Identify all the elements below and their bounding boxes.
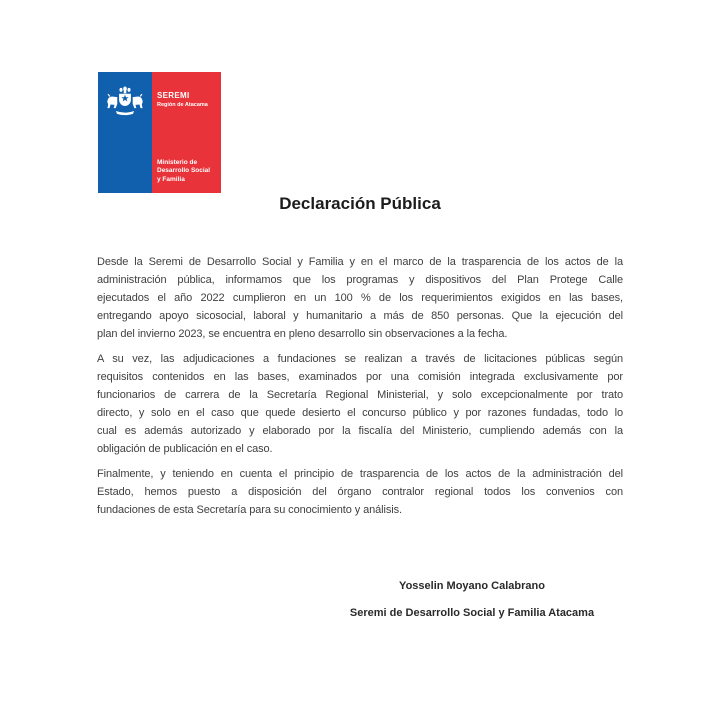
document-title: Declaración Pública [279,194,441,213]
ministry-logo [98,72,221,193]
logo-ministry-line: y Familia [157,175,185,183]
paragraph [97,350,623,458]
text-line: fundaciones de esta Secretaría para su conocimiento y análisis. [97,504,402,516]
text-line: plan del invierno 2023, se encuentra en pleno desarrollo sin observaciones a la fecha. [97,328,508,340]
text-line: A su vez, las adjudicaciones a fundaciones se realizan a través de licitaciones públicas según [97,353,623,365]
text-line: obligación de publicación en el caso. [97,443,273,455]
text-line: Desde la Seremi de Desarrollo Social y Familia y en el marco de la trasparencia de los actos de la [97,256,623,268]
text-line: administración pública, informamos que los programas y dispositivos del Plan Protege Calle [97,274,623,286]
signature-role: Seremi de Desarrollo Social y Familia Atacama [349,607,595,619]
logo-ministry-line: Desarrollo Social [157,167,211,174]
text-line: funcionarios de carrera de la Secretaría Regional Ministerial, y solo excepcionalmente por trato [97,389,623,401]
logo-agency-label: SEREMI [157,91,190,100]
text-line: cual es además autorizado y elaborado por la fiscalía del Ministerio, cumpliendo además con la [97,425,623,437]
logo-blue-panel [98,72,152,193]
chile-coat-of-arms-icon [105,86,145,116]
text-line: requisitos contenidos en las bases, examinados por una comisión integrada exclusivamente por [97,371,623,383]
signature-block [312,579,632,620]
text-line: Finalmente, y teniendo en cuenta el principio de trasparencia de los actos de la administración del [97,468,623,480]
text-line: ejecutados el año 2022 cumplieron en un 100 % de los requerimientos exigidos en las bases, [97,292,623,304]
paragraph [97,253,623,343]
text-line: directo, y solo en el caso que quede desierto el concurso público y por razones fundadas, todo lo [97,407,623,419]
text-line: Estado, hemos puesto a disposición del órgano contralor regional todos los convenios con [97,486,623,498]
signature-name: Yosselin Moyano Calabrano [399,580,545,592]
text-line: entregando apoyo sicosocial, laboral y humanitario a más de 850 personas. Que la ejecución del [97,310,623,322]
logo-red-panel [152,72,221,193]
logo-ministry-label [157,159,210,185]
logo-ministry-line: Ministerio de [157,158,198,166]
logo-region-label: Región de Atacama [157,102,208,108]
document-body [97,253,623,519]
paragraph [97,465,623,519]
